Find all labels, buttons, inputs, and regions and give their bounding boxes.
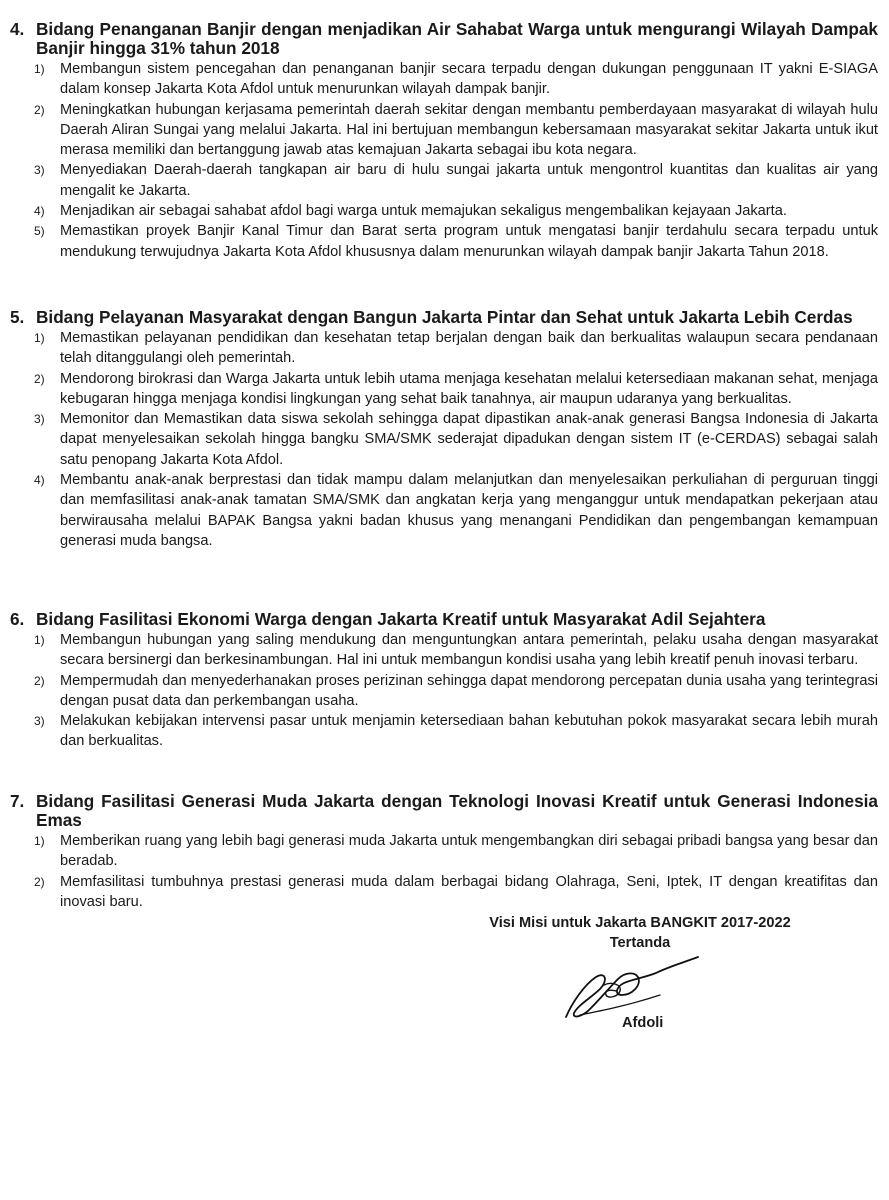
section-heading: Bidang Pelayanan Masyarakat dengan Bangun Jakarta Pintar dan Sehat untuk Jakarta Lebih Cerdas [36,307,853,327]
section-number: 6. [10,609,25,629]
section-number: 7. [10,791,25,811]
section-title [10,610,878,629]
section-5 [10,308,878,551]
list-item: 2) Mempermudah dan menyederhanakan proses perizinan sehingga dapat mendorong percepatan dunia usaha yang terintegrasi dengan pusat data dan perkembangan usaha. [34,672,878,709]
section-title [10,20,878,58]
signature-heading: Visi Misi untuk Jakarta BANGKIT 2017-2022 [489,915,791,931]
section-4 [10,20,878,262]
section-heading: Bidang Fasilitasi Ekonomi Warga dengan Jakarta Kreatif untuk Masyarakat Adil Sejahtera [36,609,766,629]
list-item: 3) Memonitor dan Memastikan data siswa sekolah sehingga dapat dipastikan anak-anak generasi Bangsa Indonesia di Jakarta dapat menyelesaikan sekolah hingga bangku SMA/SMK sederajat dipadukan dengan sistem IT (e-CERDAS) sebagai salah satu penopang Jakarta Kota Afdol. [34,411,878,468]
item-list [10,59,878,262]
signature-label: Tertanda [609,935,671,951]
signature-block [470,913,810,953]
section-title [10,792,878,830]
section-heading: Bidang Penanganan Banjir dengan menjadikan Air Sahabat Warga untuk mengurangi Wilayah Dampak Banjir hingga 31% tahun 2018 [36,19,878,58]
list-item: 1) Memastikan pelayanan pendidikan dan kesehatan tetap berjalan dengan baik dan berkualitas walaupun secara pendanaan telah ditanggulangi oleh pemerintah. [34,330,878,367]
list-item: 2) Mendorong birokrasi dan Warga Jakarta untuk lebih utama menjaga kesehatan melalui ketersediaan makanan sehat, menjaga kebugaran hingga menjaga kondisi lingkungan yang sehat baik tanahnya, air maupun udaranya yang berkualitas. [34,370,878,407]
section-number: 5. [10,307,25,327]
item-list [10,328,878,551]
list-item: 5) Memastikan proyek Banjir Kanal Timur dan Barat serta program untuk mengatasi banjir terdahulu secara terpadu untuk mendukung terwujudnya Jakarta Kota Afdol khususnya dalam menurunkan wilayah dampak banjir Jakarta Tahun 2018. [34,223,878,260]
list-item: 3) Menyediakan Daerah-daerah tangkapan air baru di hulu sungai jakarta untuk mengontrol kuantitas dan kualitas air yang mengalit ke Jakarta. [34,162,878,199]
list-item: 1) Membangun hubungan yang saling mendukung dan menguntungkan antara pemerintah, pelaku usaha dengan masyarakat secara bersinergi dan berkesinambungan. Hal ini untuk membangun kondisi usaha yang lebih kreatif penuh inovasi terbaru. [34,632,878,669]
list-item: 4) Membantu anak-anak berprestasi dan tidak mampu dalam melanjutkan dan menyelesaikan perkuliahan di perguruan tinggi dan memfasilitasi anak-anak tamatan SMA/SMK dan angkatan kerja yang menganggur untuk mendapatkan pekerjaan atau berwirausaha melalui BAPAK Bangsa yakni badan khusus yang menangani Pendidikan dan pengembangan kemampuan generasi muda bangsa. [34,472,878,549]
section-heading: Bidang Fasilitasi Generasi Muda Jakarta dengan Teknologi Inovasi Kreatif untuk Generasi Indonesia Emas [36,791,878,830]
item-list [10,630,878,752]
section-number: 4. [10,19,25,39]
list-item: 1) Memberikan ruang yang lebih bagi generasi muda Jakarta untuk mengembangkan diri sebagai pribadi bangsa yang besar dan beradab. [34,833,878,870]
section-6 [10,610,878,752]
list-item: 2) Meningkatkan hubungan kerjasama pemerintah daerah sekitar dengan membantu pemberdayaan masyarakat di wilayah hulu Daerah Aliran Sungai yang melalui Jakarta. Hal ini bertujuan membangun kebersamaan masyarakat sekitar Jakarta untuk ikut merasa memiliki dan bertanggung jawab atas kemajuan Jakarta sebagai ibu kota negara. [34,101,878,159]
section-7 [10,792,878,912]
section-title [10,308,878,327]
list-item: 1) Membangun sistem pencegahan dan penanganan banjir secara terpadu dengan dukungan penggunaan IT yakni E-SIAGA dalam konsep Jakarta Kota Afdol untuk menurunkan wilayah dampak banjir. [34,61,878,98]
item-list [10,831,878,912]
signatory-name: Afdoli [622,1015,664,1031]
list-item: 2) Memfasilitasi tumbuhnya prestasi generasi muda dalam berbagai bidang Olahraga, Seni, Iptek, IT dengan kreatifitas dan inovasi baru. [34,873,878,910]
list-item: 4) Menjadikan air sebagai sahabat afdol bagi warga untuk memajukan sekaligus mengembalikan kejayaan Jakarta. [34,203,787,220]
list-item: 3) Melakukan kebijakan intervensi pasar untuk menjamin ketersediaan bahan kebutuhan pokok masyarakat secara lebih murah dan berkualitas. [34,713,878,750]
